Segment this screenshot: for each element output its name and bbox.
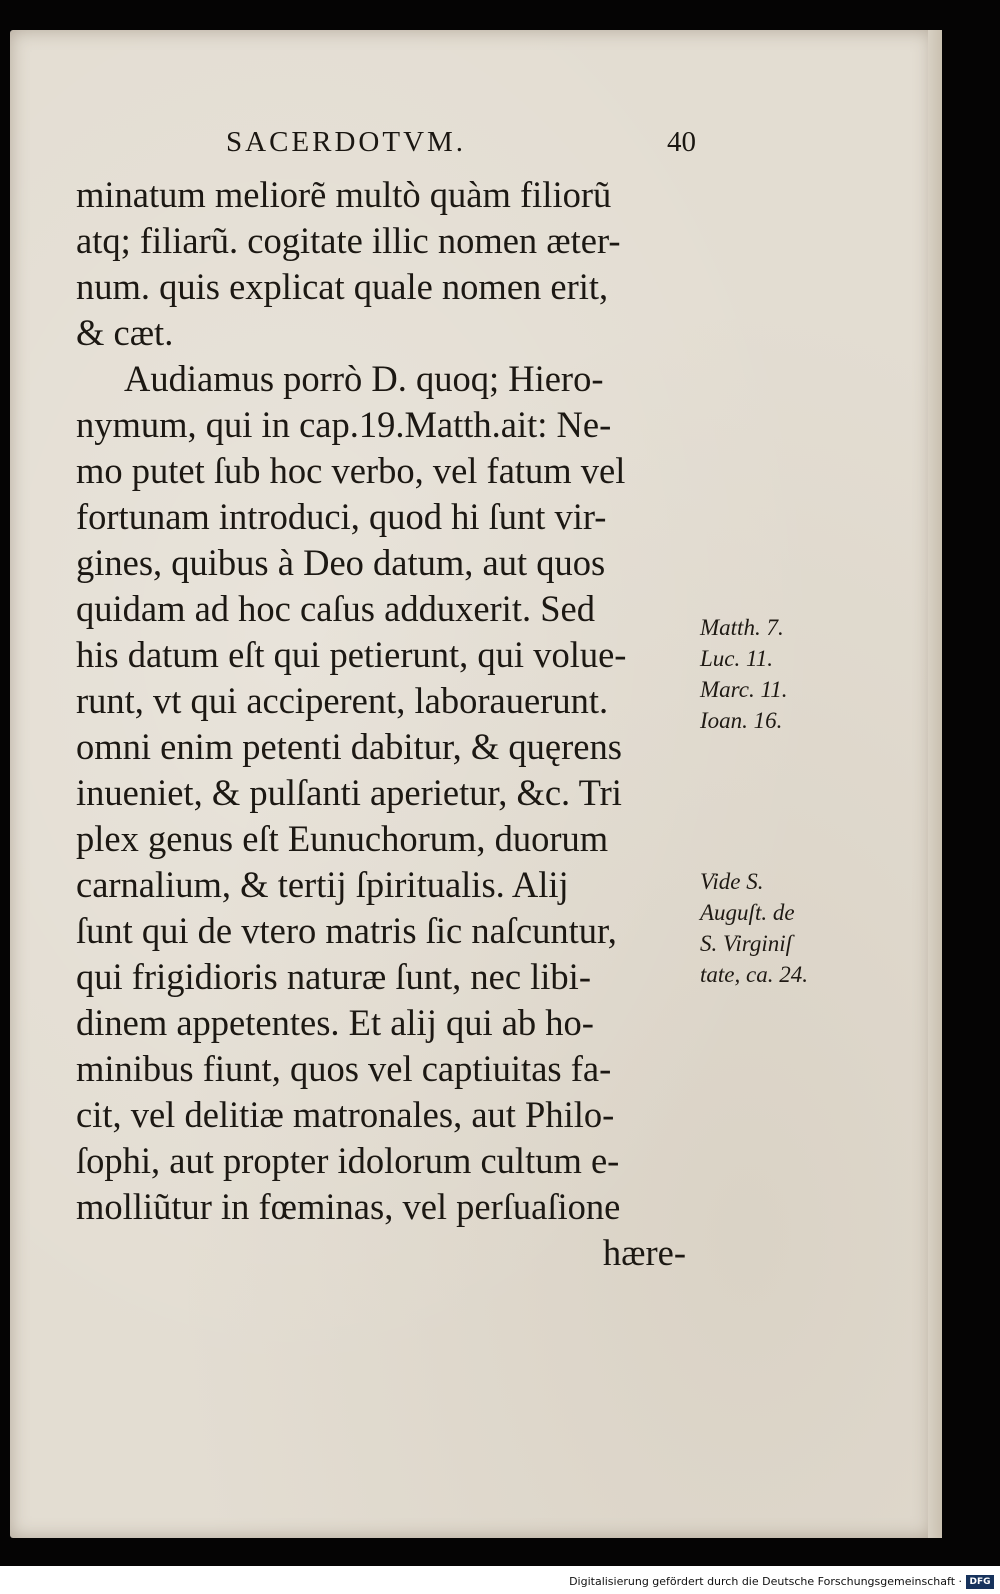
text-line: cit, vel delitiæ matronales, aut Philo- (76, 1094, 615, 1135)
text-line: ſophi, aut propter idolorum cultum e- (76, 1140, 620, 1181)
text-line: molliũtur in fœminas, vel perſuaſione (76, 1186, 621, 1227)
marginal-note-group (700, 612, 788, 736)
marginal-note: Luc. 11. (700, 646, 774, 671)
page-edge (928, 30, 942, 1538)
text-line: carnalium, & tertij ſpiritualis. Alij (76, 864, 569, 905)
text-line: & cæt. (76, 312, 174, 353)
text-line: ſunt qui de vtero matris ſic naſcuntur, (76, 910, 617, 951)
text-line: gines, quibus à Deo datum, aut quos (76, 542, 606, 583)
text-line: inueniet, & pulſanti aperietur, &c. Tri (76, 772, 622, 813)
page-headline (226, 126, 696, 166)
text-line: num. quis explicat quale nomen erit, (76, 266, 609, 307)
marginal-note: Marc. 11. (700, 677, 788, 702)
marginal-note-group (700, 866, 808, 990)
text-line: nymum, qui in cap.19.Matth.ait: Ne- (76, 404, 612, 445)
text-line: mo putet ſub hoc verbo, vel fatum vel (76, 450, 626, 491)
marginal-note: tate, ca. 24. (700, 962, 808, 987)
text-line: his datum eſt qui petierunt, qui volue- (76, 634, 627, 675)
text-line: minibus fiunt, quos vel captiuitas fa- (76, 1048, 612, 1089)
marginal-note: Auguſt. de (700, 900, 795, 925)
marginal-note: S. Virginiſ (700, 931, 792, 956)
text-line: quidam ad hoc caſus adduxerit. Sed (76, 588, 595, 629)
text-line: qui frigidioris naturæ ſunt, nec libi- (76, 956, 591, 997)
catchword: hære- (602, 1232, 686, 1273)
text-line: fortunam introduci, quod hi ſunt vir- (76, 496, 607, 537)
text-line: minatum meliorẽ multò quàm filiorũ (76, 174, 612, 215)
text-line: omni enim petenti dabitur, & quęrens (76, 726, 622, 767)
marginal-note: Vide S. (700, 869, 764, 894)
dfg-logo: DFG (966, 1575, 994, 1589)
text-line: plex genus eſt Eunuchorum, duorum (76, 818, 609, 859)
text-line: runt, vt qui acciperent, laborauerunt. (76, 680, 609, 721)
text-line: dinem appetentes. Et alij qui ab ho- (76, 1002, 594, 1043)
text-line: Audiamus porrò D. quoq; Hiero- (124, 358, 604, 399)
funding-credit: Digitalisierung gefördert durch die Deutsche Forschungsgemeinschaft · (569, 1575, 962, 1588)
marginal-note: Matth. 7. (700, 615, 784, 640)
text-line: atq; filiarũ. cogitate illic nomen æter- (76, 220, 621, 261)
marginal-note: Ioan. 16. (700, 708, 783, 733)
running-head: SACERDOTVM. (226, 126, 467, 158)
body-text (76, 172, 696, 1276)
funding-footer (0, 1566, 1000, 1594)
page-number: 40 (667, 126, 696, 158)
